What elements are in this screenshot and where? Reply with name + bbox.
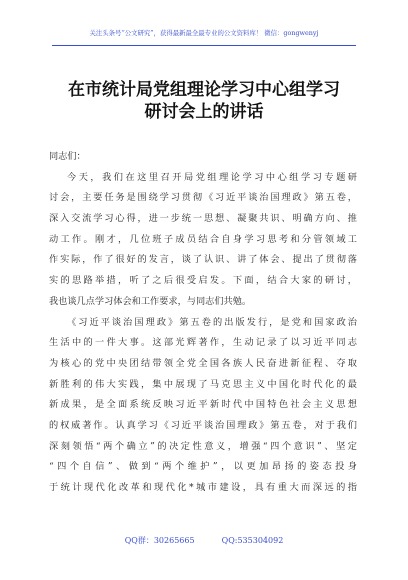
body-line: 我也谈几点学习体会和工作要求，与同志们共勉。 xyxy=(49,295,252,307)
body-line: 新胜利的伟大实践，集中展现了马克思主义中国化时代化的最 xyxy=(49,378,357,390)
header-banner: 关注头条号“公文研究”，获得最新最全最专业的公文资料库！ 微信：gongwenyj xyxy=(89,29,319,37)
page-title xyxy=(0,79,408,123)
body-line: 于统计现代化改革和现代化*城市建设，具有重大而深远的指 xyxy=(49,482,357,493)
body-line: 新成果，是全面系统反映习近平新时代中国特色社会主义思想 xyxy=(49,399,357,411)
header-divider xyxy=(52,45,356,46)
body-line: 讨会，主要任务是围绕学习贯彻《习近平谈治国理政》第五卷， xyxy=(49,192,357,204)
body-line: 实的思路举措，听了之后很受启发。下面，结合大家的研讨， xyxy=(49,275,357,287)
body-line: “四个自信”、做到“两个维护”，以更加昂扬的姿态投身 xyxy=(49,461,357,473)
body-line: 《习近平谈治国理政》第五卷的出版发行，是党和国家政治 xyxy=(67,316,357,328)
footer-qq: QQ:535304092 xyxy=(221,536,284,545)
body-line: 作实际，作了很好的发言，谈了认识、讲了体会、提出了贯彻落 xyxy=(49,254,357,266)
body-line: 的权威著作。认真学习《习近平谈治国理政》第五卷，对于我们 xyxy=(49,419,357,431)
title-line-1: 在市统计局党组理论学习中心组学习 xyxy=(68,80,340,100)
page-footer xyxy=(0,536,408,546)
title-line-2: 研讨会上的讲话 xyxy=(144,102,264,122)
salutation: 同志们： xyxy=(49,151,86,162)
footer-qq-group: QQ群：30265665 xyxy=(124,536,195,545)
document-body xyxy=(49,147,357,499)
body-line: 动工作。刚才，几位班子成员结合自身学习思考和分管领域工 xyxy=(49,233,357,245)
body-line: 今天，我们在这里召开局党组理论学习中心组学习专题研 xyxy=(67,171,357,183)
body-line: 深入交流学习心得，进一步统一思想、凝聚共识、明确方向、推 xyxy=(49,213,357,225)
body-line: 深刻领悟“两个确立”的决定性意义，增强“四个意识”、坚定 xyxy=(49,440,357,452)
body-line: 为核心的党中央团结带领全党全国各族人民奋进新征程、夺取 xyxy=(49,357,357,369)
body-line: 生活中的一件大事。这部光辉著作，生动记录了以习近平同志 xyxy=(49,337,357,349)
